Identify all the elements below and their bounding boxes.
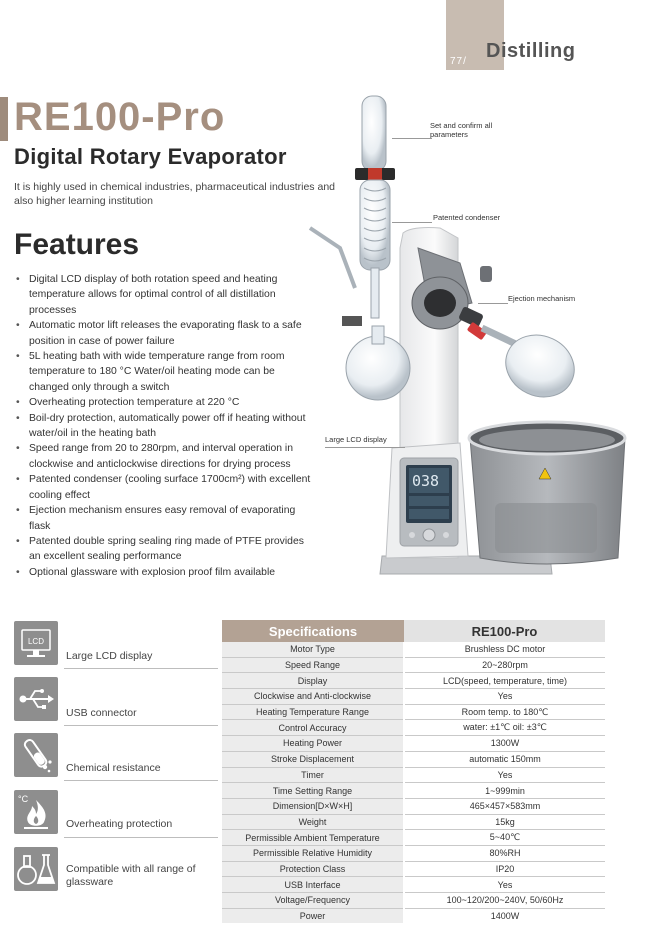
spec-value: Yes <box>404 689 605 705</box>
spec-name: Permissible Ambient Temperature <box>222 830 404 846</box>
table-row <box>222 830 605 846</box>
spec-name: Time Setting Range <box>222 783 404 799</box>
spec-name: Heating Temperature Range <box>222 704 404 720</box>
product-intro: It is highly used in chemical industries, pharmaceutical industries and also higher learning institution <box>14 181 335 207</box>
table-row <box>222 736 605 752</box>
feature-item: • Patented condenser (cooling surface 1700cm²) with excellent cooling effect <box>16 472 316 503</box>
table-row <box>222 689 605 705</box>
spec-value: automatic 150mm <box>404 751 605 767</box>
feature-item: • Automatic motor lift releases the evaporating flask to a safe position in case of power failure <box>16 318 316 349</box>
callout-line <box>478 303 508 304</box>
spec-value: Brushless DC motor <box>404 642 605 657</box>
condenser-body <box>360 180 390 270</box>
usb-icon <box>14 677 58 721</box>
callout-line <box>325 447 405 448</box>
spec-value: Yes <box>404 877 605 893</box>
model-header: RE100-Pro <box>404 620 605 642</box>
table-row <box>222 767 605 783</box>
test-tube-icon <box>14 733 58 777</box>
table-row <box>222 673 605 689</box>
svg-text:LCD: LCD <box>27 637 45 646</box>
control-knob <box>423 529 435 541</box>
feature-item: • Overheating protection temperature at 220 °C <box>16 395 316 410</box>
features-title: Features <box>14 228 140 261</box>
glassware-icon <box>14 847 58 891</box>
rotary-evaporator-illustration <box>300 88 645 588</box>
spec-value: 80%RH <box>404 845 605 861</box>
spec-name: Protection Class <box>222 861 404 877</box>
table-row <box>222 908 605 923</box>
section-title: Distilling <box>486 40 576 62</box>
product-name: Digital Rotary Evaporator <box>14 144 287 169</box>
title-accent-bar <box>0 97 8 141</box>
spec-value: 20~280rpm <box>404 657 605 673</box>
spec-name: Stroke Displacement <box>222 751 404 767</box>
callout-line <box>392 138 432 139</box>
table-row <box>222 783 605 799</box>
spec-value: water: ±1℃ oil: ±3℃ <box>404 720 605 736</box>
table-row <box>222 751 605 767</box>
icon-separator <box>64 668 218 669</box>
spec-value: Yes <box>404 767 605 783</box>
feature-item: • Digital LCD display of both rotation speed and heating temperature allows for optimal control of all distillation processes <box>16 272 316 318</box>
spec-name: Power <box>222 908 404 923</box>
lcd-readout: 038 <box>412 472 440 490</box>
spec-name: Motor Type <box>222 642 404 657</box>
spec-name: Weight <box>222 814 404 830</box>
page-number: 77/ <box>450 56 467 67</box>
specifications-table <box>222 620 605 923</box>
callout-lcd: Large LCD display <box>325 435 387 444</box>
spec-value: 1400W <box>404 908 605 923</box>
spec-value: 15kg <box>404 814 605 830</box>
spec-value: 5~40℃ <box>404 830 605 846</box>
specs-header: Specifications <box>222 620 404 642</box>
table-row <box>222 704 605 720</box>
callout-ejection: Ejection mechanism <box>508 294 576 303</box>
spec-name: Control Accuracy <box>222 720 404 736</box>
spec-value: 1300W <box>404 736 605 752</box>
feature-item: • Ejection mechanism ensures easy removal of evaporating flask <box>16 503 316 534</box>
callout-line <box>392 222 432 223</box>
evaporating-flask <box>496 324 585 408</box>
spec-name: Display <box>222 673 404 689</box>
feature-item: • 5L heating bath with wide temperature range from room temperature to 180 °C Water/oil heating mode can be changed only through a switch <box>16 349 316 395</box>
product-model: RE100-Pro <box>14 95 226 139</box>
spec-name: Voltage/Frequency <box>222 893 404 909</box>
table-row <box>222 642 605 657</box>
table-row <box>222 861 605 877</box>
feature-item: • Optional glassware with explosion proof film available <box>16 565 316 580</box>
table-row <box>222 657 605 673</box>
table-row <box>222 877 605 893</box>
spec-value: 100~120/200~240V, 50/60Hz <box>404 893 605 909</box>
spec-value: Room temp. to 180℃ <box>404 704 605 720</box>
table-row <box>222 798 605 814</box>
spec-value: 1~999min <box>404 783 605 799</box>
icon-label-overheating: Overheating protection <box>66 818 173 830</box>
icon-label-glassware: Compatible with all range of glassware <box>66 863 196 888</box>
feature-item: • Boil-dry protection, automatically power off if heating without water/oil in the heating bath <box>16 411 316 442</box>
table-row <box>222 893 605 909</box>
receiving-flask <box>346 336 410 400</box>
icon-label-lcd: Large LCD display <box>66 650 153 662</box>
icon-separator <box>64 780 218 781</box>
flame-icon <box>14 790 58 834</box>
svg-text:°C: °C <box>18 794 29 804</box>
spec-value: IP20 <box>404 861 605 877</box>
features-list <box>16 272 316 580</box>
icon-separator <box>64 725 218 726</box>
callout-condenser: Patented condenser <box>433 213 501 222</box>
spec-value: LCD(speed, temperature, time) <box>404 673 605 689</box>
table-header-row <box>222 620 605 642</box>
table-row <box>222 845 605 861</box>
spec-name: Permissible Relative Humidity <box>222 845 404 861</box>
spec-name: Clockwise and Anti-clockwise <box>222 689 404 705</box>
spec-name: USB Interface <box>222 877 404 893</box>
table-row <box>222 814 605 830</box>
spec-value: 465×457×583mm <box>404 798 605 814</box>
spec-name: Timer <box>222 767 404 783</box>
table-row <box>222 720 605 736</box>
spec-name: Speed Range <box>222 657 404 673</box>
icon-label-chemical: Chemical resistance <box>66 762 161 774</box>
feature-item: • Speed range from 20 to 280rpm, and interval operation in clockwise and anticlockwise directions for drying process <box>16 441 316 472</box>
icon-label-usb: USB connector <box>66 707 137 719</box>
feature-item: • Patented double spring sealing ring made of PTFE provides an excellent sealing performance <box>16 534 316 565</box>
condenser-top <box>362 96 386 171</box>
callout-set-params: Set and confirm all parameters <box>430 121 493 139</box>
icon-separator <box>64 837 218 838</box>
lcd-icon <box>14 621 58 665</box>
spec-name: Dimension[D×W×H] <box>222 798 404 814</box>
spec-name: Heating Power <box>222 736 404 752</box>
